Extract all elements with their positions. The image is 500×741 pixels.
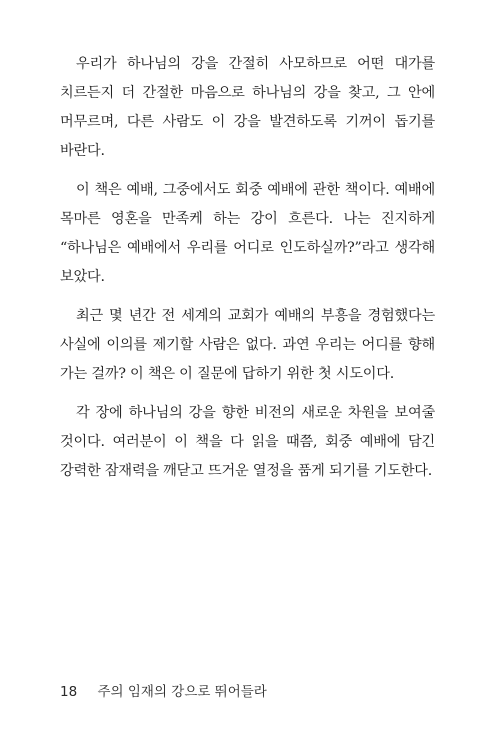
paragraph-4: 각 장에 하나님의 강을 향한 비전의 새로운 차원을 보여줄 것이다. 여러분이 이 책을 다 읽을 때쯤, 회중 예배에 담긴 강력한 잠재력을 깨닫고 뜨거운 열정을 품게 되기를 기도한다. [60,405,435,479]
body-text [60,50,435,496]
page-number: 18 [60,684,78,700]
paragraph-2: 이 책은 예배, 그중에서도 회중 예배에 관한 책이다. 예배에 목마른 영혼을 만족케 하는 강이 흐른다. 나는 진지하게 “하나님은 예배에서 우리를 어디로 인도하실까?”라고 생각해 보았다. [60,182,435,285]
running-title: 주의 임재의 강으로 뛰어들라 [97,684,267,700]
paragraph-1: 우리가 하나님의 강을 간절히 사모하므로 어떤 대가를 치르든지 더 간절한 마음으로 하나님의 강을 찾고, 그 안에 머무르며, 다른 사람도 이 강을 발견하도록 기꺼이 돕기를 바란다. [60,56,435,159]
paragraph-3: 최근 몇 년간 전 세계의 교회가 예배의 부흥을 경험했다는 사실에 이의를 제기할 사람은 없다. 과연 우리는 어디를 향해 가는 걸까? 이 책은 이 질문에 답하기 위한 첫 시도이다. [60,308,435,382]
page-footer [60,680,267,700]
